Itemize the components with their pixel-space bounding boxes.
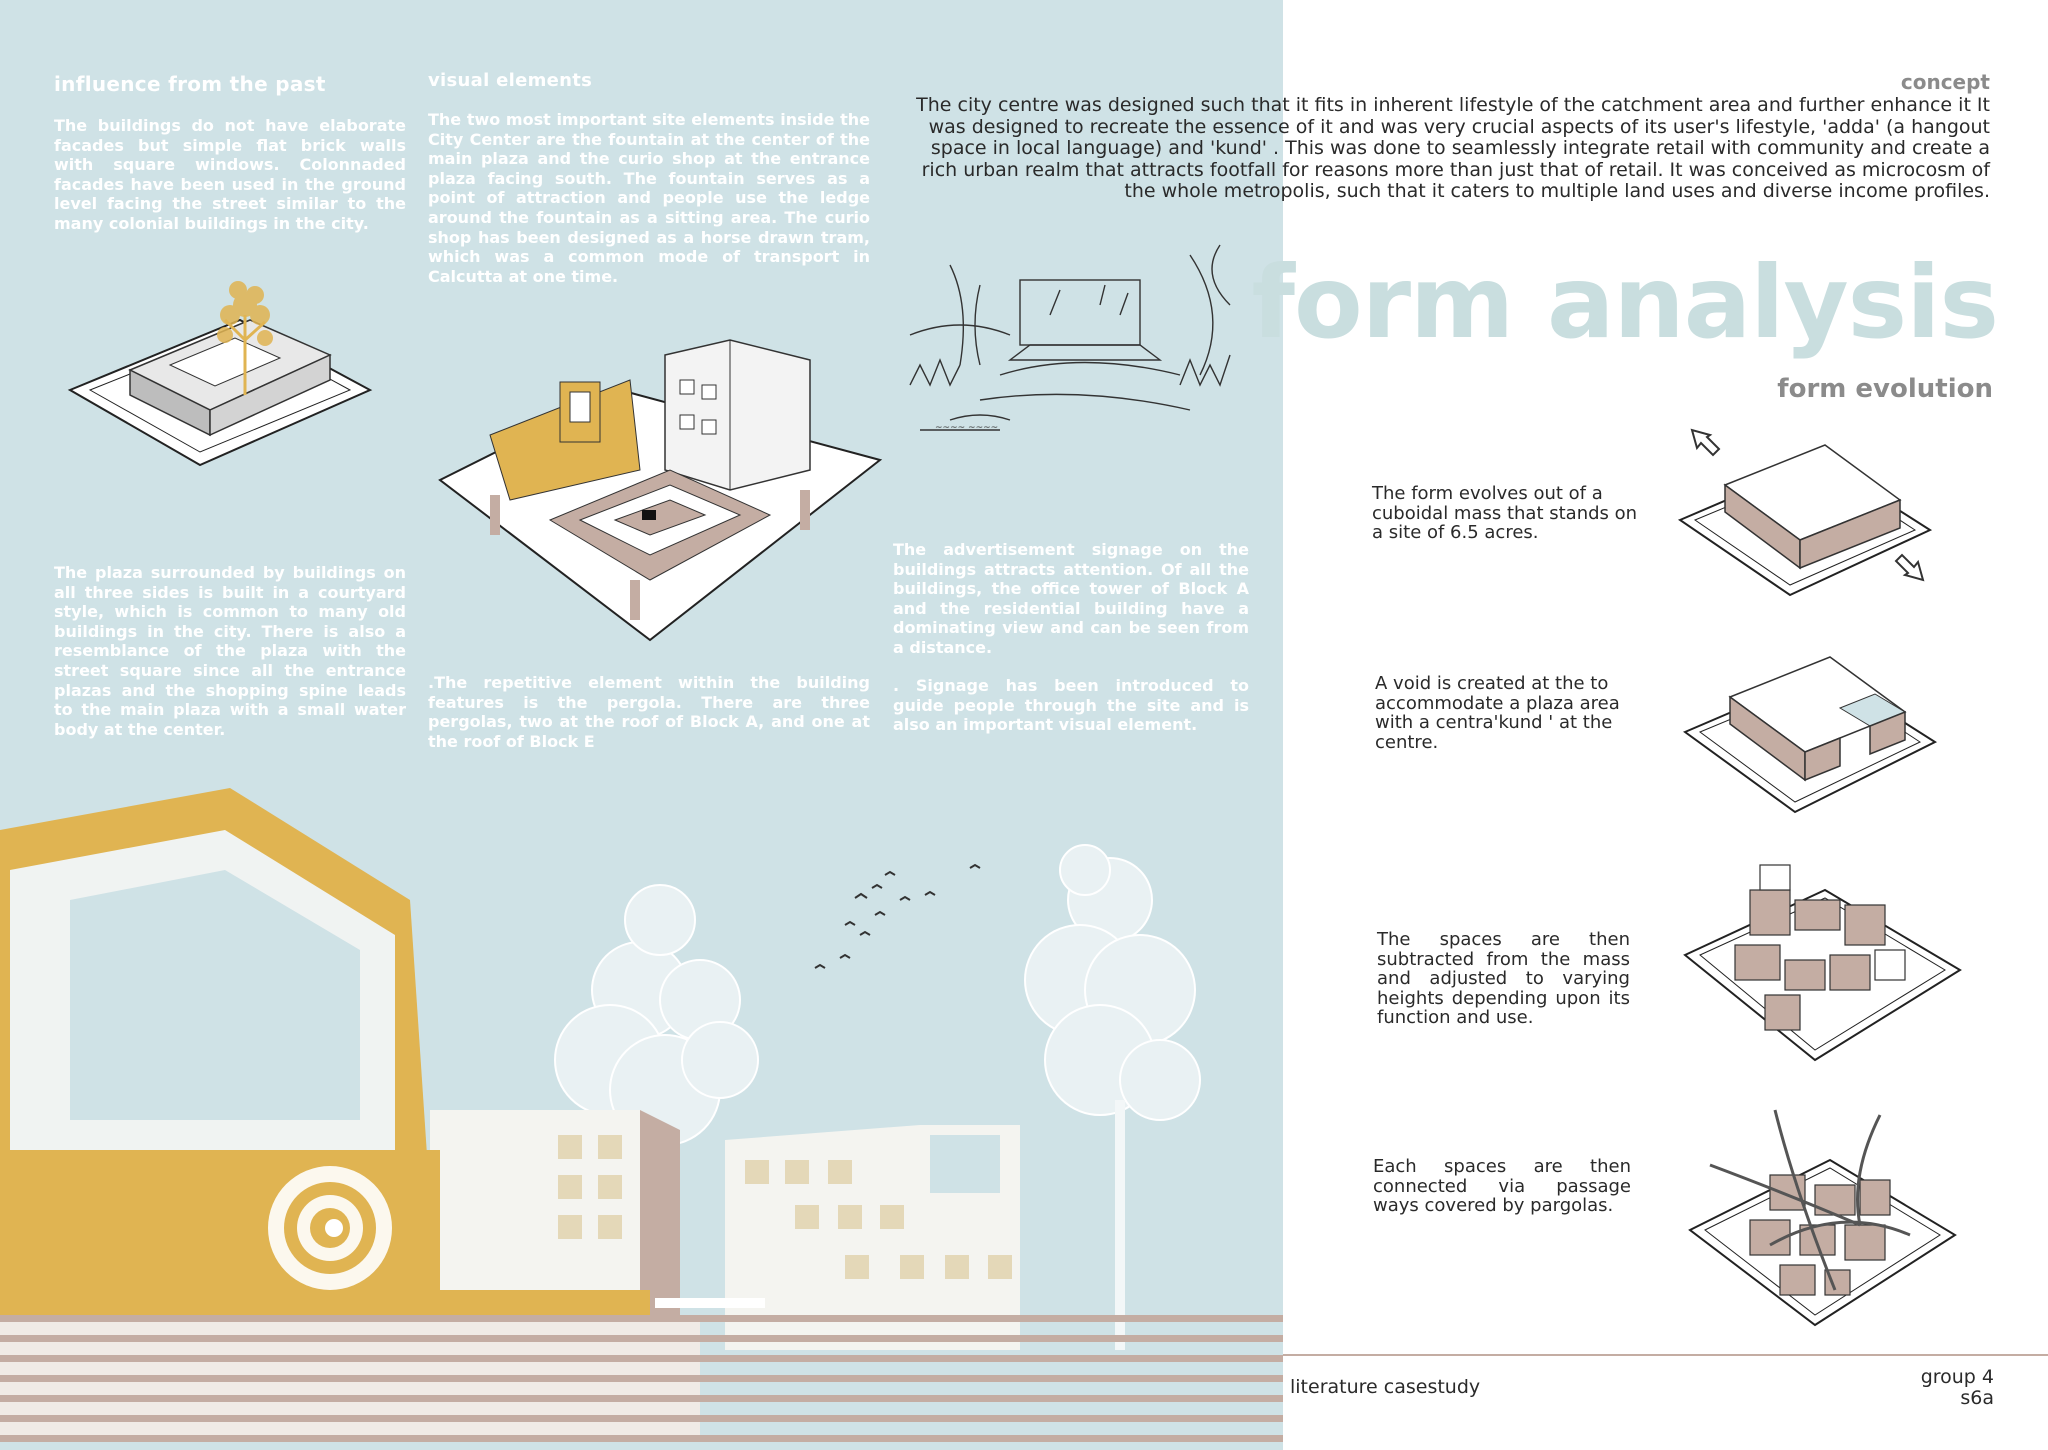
influence-heading: influence from the past [54, 72, 326, 96]
form-step-4-text: Each spaces are then connected via passage ways covered by pargolas. [1373, 1156, 1631, 1217]
site-sketch [890, 225, 1283, 455]
form-step-2-diagram [1680, 632, 1940, 822]
concept-text: The city centre was designed such that it fits in inherent lifestyle of the catchment area and further enhance it It was designed to recreate the essence of it and was very crucial aspects of its user's lifestyle, 'adda' (a hangout space in local language) and 'kund' . This was done to seamlessly integrate retail with community and create a rich urban realm that attracts footfall for reasons more than just that of retail. It was conceived as microcosm of the whole metropolis, such that it caters to multiple land uses and diverse income profiles. [916, 94, 1990, 202]
signage-text-2: . Signage has been introduced to guide people through the site and is also an important visual element. [893, 676, 1249, 735]
form-step-3-diagram [1675, 845, 1965, 1075]
pergola-text: .The repetitive element within the building features is the pergola. There are three pergolas, two at the roof of Block A, and one at the roof of Block E [428, 673, 870, 751]
city-centre-plaza-diagram [430, 330, 900, 650]
form-evolution-subtitle: form evolution [1777, 374, 1993, 404]
footer-rule [1283, 1354, 2048, 1356]
form-step-1-diagram [1670, 420, 1940, 620]
visual-elements-heading: visual elements [428, 70, 593, 91]
visual-elements-text: The two most important site elements inside the City Center are the fountain at the center of the main plaza and the curio shop at the entrance plaza facing south. The fountain serves as a point of attraction and people use the ledge around the fountain as a sitting area. The curio shop has been designed as a horse drawn tram, which was a common mode of transport in Calcutta at one time. [428, 110, 870, 286]
courtyard-diagram [60, 260, 380, 490]
influence-text: The buildings do not have elaborate facades but simple flat brick walls with square windows. Colonnaded facades have been used in the ground level facing the street similar to the many colonial buildings in the city. [54, 116, 406, 233]
footer-group: group 4 [1920, 1366, 1994, 1388]
signage-text: The advertisement signage on the buildings attracts attention. Of all the buildings, the office tower of Block A and the residential building have a dominating view and can be seen from a distance. [893, 540, 1249, 657]
footer-left-label: literature casestudy [1290, 1376, 1481, 1398]
form-step-2-text: A void is created at the to accommodate a plaza area with a centra'kund ' at the centre. [1375, 673, 1620, 753]
form-step-1-text: The form evolves out of a cuboidal mass that stands on a site of 6.5 acres. [1372, 483, 1638, 544]
footer-section: s6a [1960, 1387, 1994, 1409]
form-step-3-text: The spaces are then subtracted from the mass and adjusted to varying heights depending upon its function and use. [1377, 929, 1630, 1029]
plaza-text: The plaza surrounded by buildings on all three sides is built in a courtyard style, which is common to many old buildings in the city. There is also a resemblance of the plaza with the street square since all the entrance plazas and the shopping spine leads to the main plaza with a small water body at the center. [54, 563, 406, 739]
concept-heading: concept [1900, 70, 1990, 94]
form-analysis-title: form analysis [1251, 244, 1998, 361]
form-step-4-diagram [1680, 1105, 1960, 1335]
svg-text:~~~~ ~~~~: ~~~~ ~~~~ [935, 423, 999, 433]
